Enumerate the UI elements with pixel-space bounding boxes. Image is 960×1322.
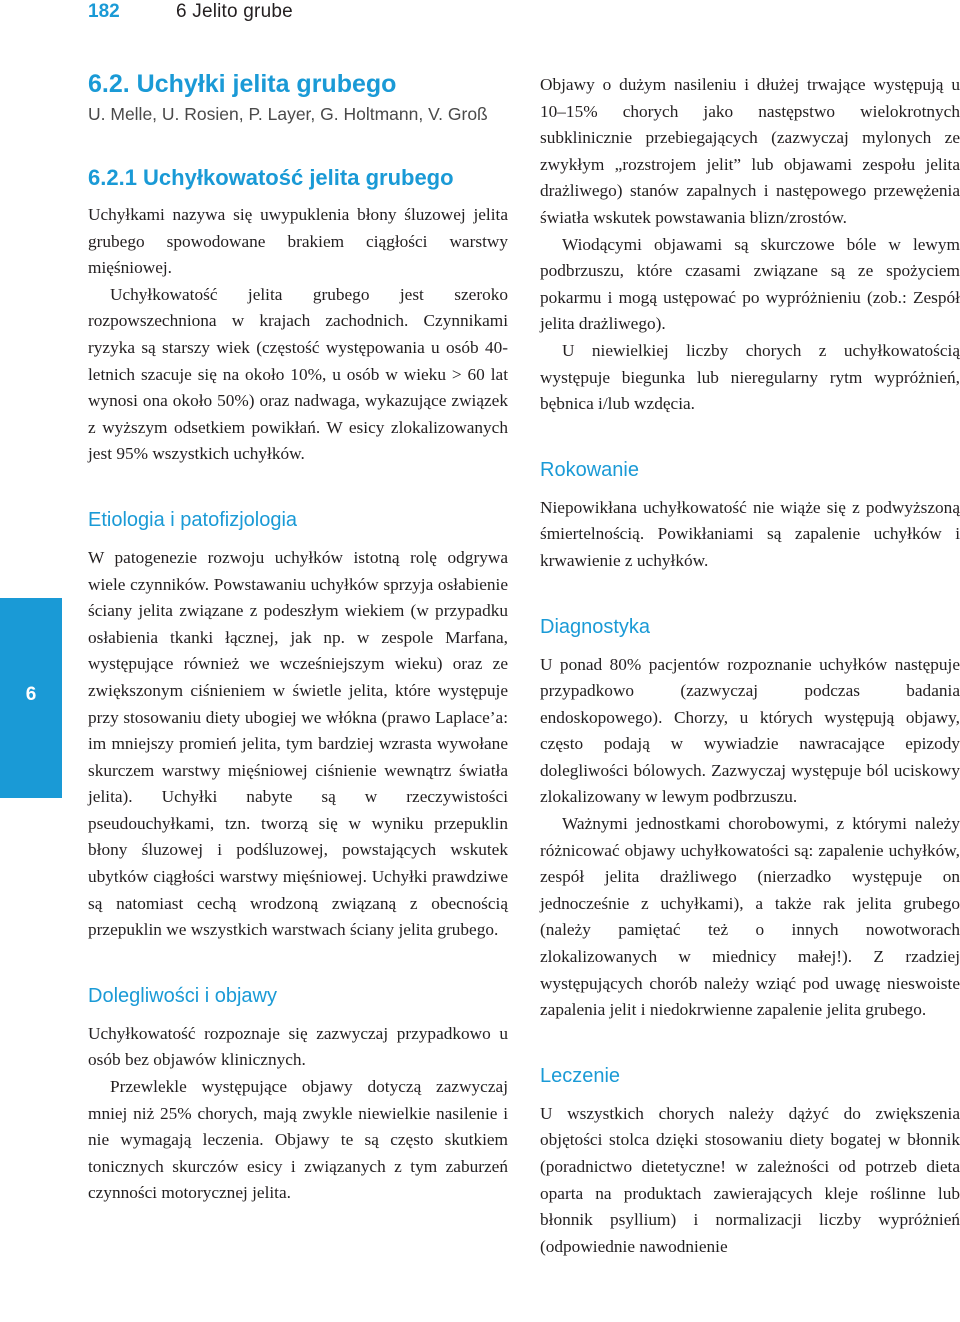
heading-treatment: Leczenie (540, 1064, 621, 1087)
symptoms-paragraph-3: Objawy o dużym nasileniu i dłużej trwające występują u 10–15% chorych jako następstwo wielokrotnych subklinicznie przebiegających (zazwyczaj mylonych ze zwykłym „rozstrojem jelit” lub objawami zespołu jelita drażliwego) stanów zapalnych i następowego przewężenia światła wskutek powstawania blizn/zrostów. (540, 75, 960, 227)
heading-symptoms: Dolegliwości i objawy (88, 984, 277, 1007)
symptoms-paragraph-4: Wiodącymi objawami są skurczowe bóle w lewym podbrzuszu, które czasami związane są ze spożyciem pokarmu i mogą ustępować po wypróżnieniu (zob.: Zespół jelita drażliwego). (540, 234, 960, 334)
chapter-tab-label: 6 (25, 684, 37, 705)
symptoms-paragraph-2: Przewlekle występujące objawy dotyczą zazwyczaj mniej niż 25% chorych, mają zwykle niewielkie nasilenie i nie wymagają leczenia. Objawy te są często skutkiem tonicznych skurczów esicy i związanych z tym zaburzeń czynności motorycznej jelita. (88, 1077, 508, 1203)
right-column (540, 72, 960, 1260)
symptoms-paragraph-5: U niewielkiej liczby chorych z uchyłkowatością występuje biegunka lub nieregularny rytm wypróżnień, bębnica i/lub wzdęcia. (540, 340, 960, 414)
intro-paragraph-2: Uchyłkowatość jelita grubego jest szeroko rozpowszechniona w krajach zachodnich. Czynnikami ryzyka są starszy wiek (częstość występowania u osób 40-letnich szacuje się na około 10%, u osób w wieku > 60 lat wynosi ona około 50%) oraz nadwaga, wykazujące związek z wyższym odsetkiem powikłań. W esicy zlokalizowanych jest 95% wszystkich uchyłków. (88, 284, 508, 464)
left-column (88, 68, 508, 1207)
etiology-paragraph-1: W patogenezie rozwoju uchyłków istotną rolę odgrywa wiele czynników. Powstawaniu uchyłków sprzyja osłabienie ściany jelita związane z podeszłym wiekiem (w przypadku osłabienia tkanki łącznej, jak np. w zespole Marfana, występujące również we wcześniejszym wieku) oraz ze zwiększonym ciśnieniem w świetle jelita, które występuje przy stosowaniu diety ubogiej we włókna (prawo Laplace’a: im mniejszy promień jelita, tym bardziej wzrasta wywołane skurczem warstwy mięśniowej ciśnienie wewnątrz światła jelita). Uchyłki nabyte są w rzeczywistości pseudouchyłkami, tzn. tworzą się w wyniku przepuklin błony śluzowej i podśluzowej, powstających wskutek ubytków ciągłości warstwy mięśniowej. Uchyłki prawdziwe są natomiast cechą wrodzoną związaną z obecnością przepuklin we wszystkich warstwach ściany jelita grubego. (88, 547, 508, 940)
diagnostics-paragraph-2: Ważnymi jednostkami chorobowymi, z którymi należy różnicować objawy uchyłkowatości są: zapalenie uchyłków, zespół jelita drażliwego (nierzadko występuje on jednocześnie z uchyłkami), a także rak jelita grubego (należy pamiętać też o innych nowotworach zlokalizowanych w miednicy małej!). Z rzadziej występujących chorób należy wziąć pod uwagę nieswoiste zapalenia jelit i niedokrwienne zapalenie jelita grubego. (540, 814, 960, 1020)
prognosis-paragraph-1: Niepowikłana uchyłkowatość nie wiąże się z podwyższoną śmiertelnością. Powikłaniami są zapalenie uchyłków i krwawienie z uchyłków. (540, 497, 960, 570)
subsection-title: 6.2.1 Uchyłkowatość jelita grubego (88, 165, 454, 190)
running-head: 6 Jelito grube (176, 1, 293, 22)
heading-prognosis: Rokowanie (540, 458, 639, 481)
authors: U. Melle, U. Rosien, P. Layer, G. Holtmann, V. Groß (88, 104, 488, 124)
chapter-side-tab (0, 598, 62, 798)
treatment-paragraph-1: U wszystkich chorych należy dążyć do zwiększenia objętości stolca dzięki stosowaniu diety bogatej w błonnik (poradnictwo dietetyczne! w zależności od potrzeb dieta oparta na produktach zawierających kleje roślinne lub błonnik psyllium) i normalizacji liczby wypróżnień (odpowiednie nawodnienie (540, 1103, 960, 1256)
page-number: 182 (88, 1, 120, 22)
intro-paragraph-1: Uchyłkami nazywa się uwypuklenia błony śluzowej jelita grubego spowodowane brakiem ciągłości warstwy mięśniowej. (88, 205, 508, 278)
heading-diagnostics: Diagnostyka (540, 615, 651, 638)
section-title: 6.2. Uchyłki jelita grubego (88, 70, 397, 98)
diagnostics-paragraph-1: U ponad 80% pacjentów rozpoznanie uchyłków następuje przypadkowo (zazwyczaj podczas badania endoskopowego). Chorzy, u których występują objawy, często podają w wywiadzie nawracające epizody dolegliwości bólowych. Zazwyczaj występuje ból uciskowy zlokalizowany w lewym podbrzuszu. (540, 654, 960, 807)
page-header (0, 0, 960, 30)
heading-etiology: Etiologia i patofizjologia (88, 508, 298, 531)
symptoms-paragraph-1: Uchyłkowatość rozpoznaje się zazwyczaj przypadkowo u osób bez objawów klinicznych. (88, 1023, 508, 1070)
